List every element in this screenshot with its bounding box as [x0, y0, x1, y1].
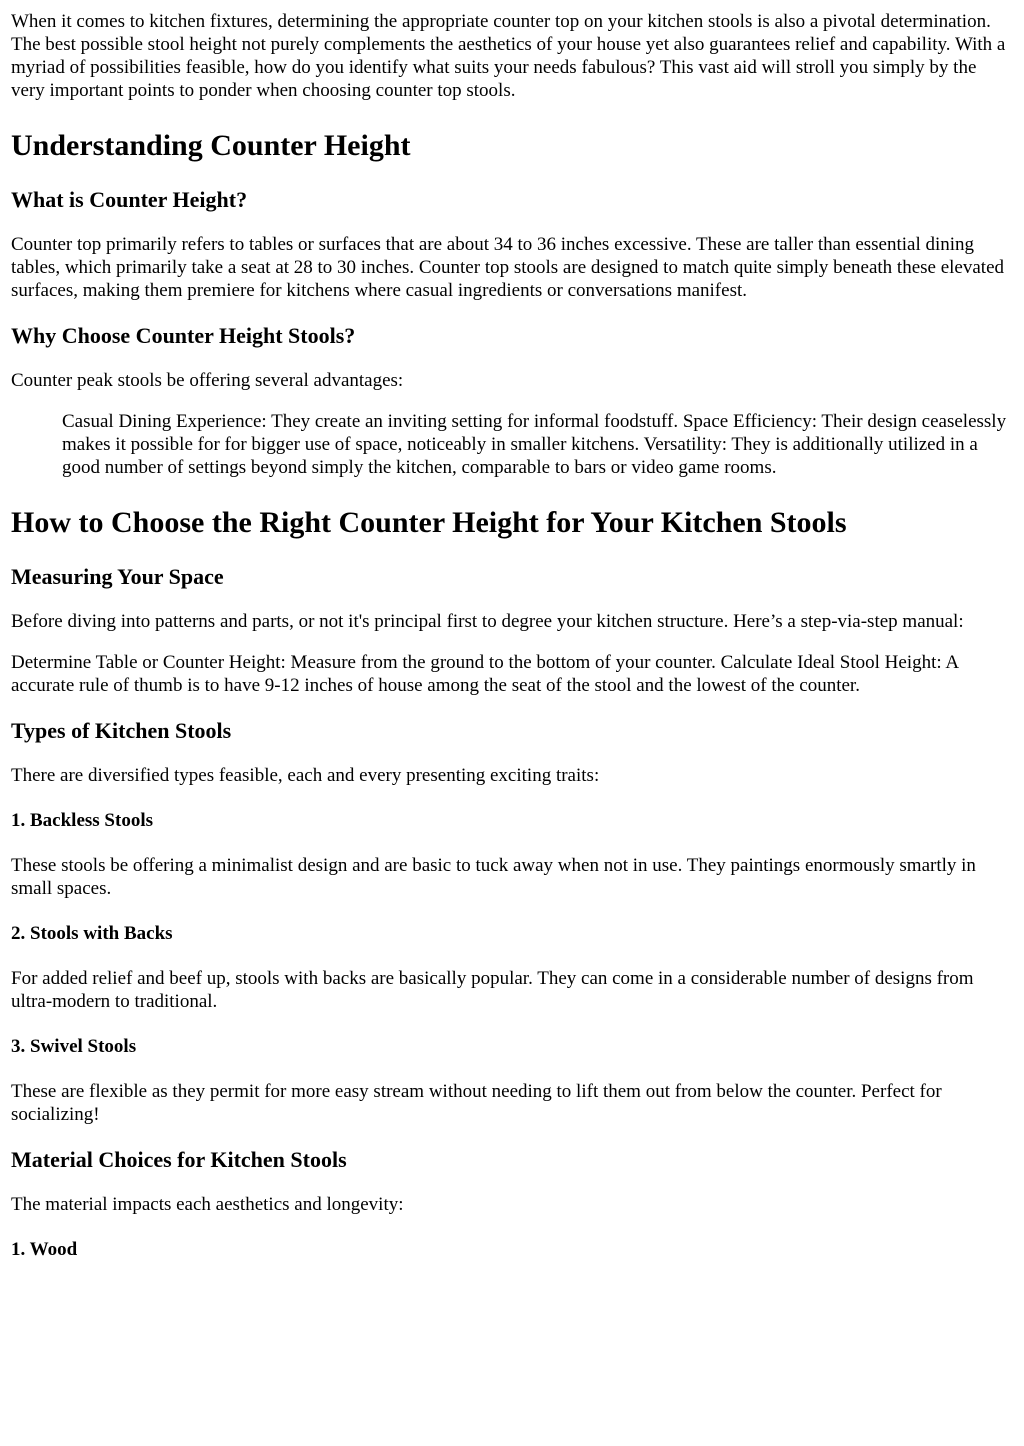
heading-swivel-stools: 3. Swivel Stools — [11, 1036, 137, 1057]
swivel-paragraph: These are flexible as they permit for more easy stream without needing to lift them out from below the counter. Perfect for socializing! — [11, 1081, 942, 1125]
heading-what-is-counter-height: What is Counter Height? — [11, 187, 248, 212]
measuring-paragraph-1: Before diving into patterns and parts, or not it's principal first to degree your kitchen structure. Here’s a step-via-step manual: — [11, 611, 964, 632]
heading-material-choices: Material Choices for Kitchen Stools — [11, 1147, 347, 1172]
why-paragraph: Counter peak stools be offering several advantages: — [11, 370, 404, 391]
heading-how-to-choose: How to Choose the Right Counter Height for Your Kitchen Stools — [11, 506, 847, 539]
heading-measuring-space: Measuring Your Space — [11, 564, 224, 589]
what-paragraph: Counter top primarily refers to tables or surfaces that are about 34 to 36 inches excessive. These are taller than essential dining tables, which primarily take a seat at 28 to 30 inches. Counter top stools are designed to match quite simply beneath these elevated surfaces, making them premiere for kitchens where casual ingredients or conversations manifest. — [11, 234, 1005, 301]
measuring-paragraph-2: Determine Table or Counter Height: Measure from the ground to the bottom of your counter. Calculate Ideal Stool Height: A accurate rule of thumb is to have 9-12 inches of house among the seat of the stool and the lowest of the counter. — [11, 652, 959, 696]
advantages-quote: Casual Dining Experience: They create an inviting setting for informal foodstuff. Space Efficiency: Their design ceaselessly makes it possible for for bigger use of space, noticeably in smaller kitchens. Versatility: They is additionally utilized in a good number of settings beyond simply the kitchen, comparable to bars or video game rooms. — [62, 411, 1007, 478]
heading-wood: 1. Wood — [11, 1239, 78, 1260]
heading-stools-with-backs: 2. Stools with Backs — [11, 923, 173, 944]
types-paragraph: There are diversified types feasible, each and every presenting exciting traits: — [11, 765, 600, 786]
intro-paragraph: When it comes to kitchen fixtures, determining the appropriate counter top on your kitchen stools is also a pivotal determination. The best possible stool height not purely complements the aesthetics of your house yet also guarantees relief and capability. With a myriad of possibilities feasible, how do you identify what suits your needs fabulous? This vast aid will stroll you simply by the very important points to ponder when choosing counter top stools. — [11, 11, 1006, 101]
heading-understanding-counter-height: Understanding Counter Height — [11, 129, 411, 162]
backless-paragraph: These stools be offering a minimalist design and are basic to tuck away when not in use. They paintings enormously smartly in small spaces. — [11, 855, 976, 899]
heading-backless-stools: 1. Backless Stools — [11, 810, 153, 831]
backs-paragraph: For added relief and beef up, stools with backs are basically popular. They can come in a considerable number of designs from ultra-modern to traditional. — [11, 968, 974, 1012]
heading-why-choose: Why Choose Counter Height Stools? — [11, 323, 356, 348]
material-paragraph: The material impacts each aesthetics and longevity: — [11, 1194, 404, 1215]
heading-types-of-stools: Types of Kitchen Stools — [11, 718, 232, 743]
